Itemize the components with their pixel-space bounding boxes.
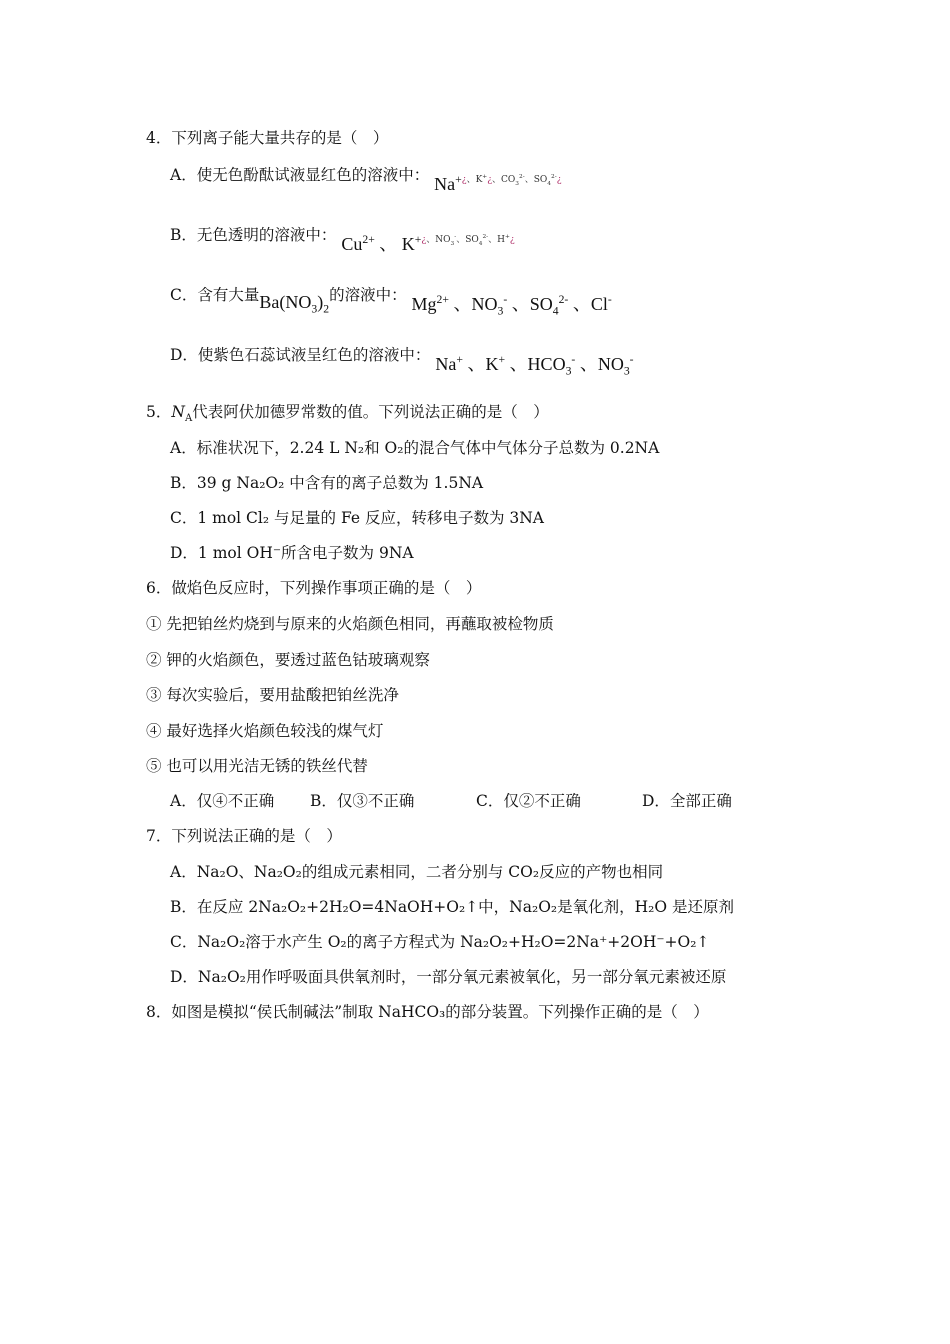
question-4-stem: 4．下列离子能大量共存的是（ ） (146, 129, 389, 147)
option-b-formula-rest: ¿、$NO_3^-$、$SO_4^{2-}$、H+¿ (421, 234, 515, 247)
option-d-label: D．使紫色石蕊试液呈红色的溶液中： (170, 346, 431, 364)
question-4-option-d (170, 344, 634, 378)
question-7-option-a: A．Na₂O、Na₂O₂的组成元素相同，二者分别与 CO₂反应的产物也相同 (170, 863, 664, 881)
question-5-option-a: A．标准状况下，2.24 L N₂和 O₂的混合气体中气体分子总数为 0.2NA (170, 439, 660, 457)
option-c-formula-ba: $Ba(NO_3)_2$ (259, 292, 330, 316)
question-6-option-d: D．全部正确 (642, 792, 732, 810)
option-c-ions: $Mg^{2+}$ 、$NO_3^-$ 、$SO_4^{2-}$ 、Cl- (411, 293, 612, 318)
question-8-stem: 8．如图是模拟“侯氏制碱法”制取 NaHCO₃的部分装置。下列操作正确的是（ ） (146, 1003, 709, 1021)
option-a-formula-rest: ¿、K+¿、$CO_3^{2-}$、$SO_4^{2-}¿$ (461, 174, 562, 187)
question-6-options (170, 791, 732, 811)
question-6-item-4: ④ 最好选择火焰颜色较浅的煤气灯 (146, 722, 384, 740)
question-6-option-b: B．仅③不正确 (310, 792, 415, 810)
question-6-stem: 6．做焰色反应时，下列操作事项正确的是（ ） (146, 579, 482, 597)
option-c-label2: 的溶液中： (329, 286, 407, 304)
option-a-label: A．使无色酚酞试液显红色的溶液中： (170, 166, 430, 184)
option-c-label: C．含有大量 (170, 286, 260, 304)
question-4-option-b (170, 224, 515, 254)
question-7-option-c: C．Na₂O₂溶于水产生 O₂的离子方程式为 Na₂O₂+H₂O=2Na⁺+2OH⁻+O₂↑ (170, 933, 710, 951)
question-7-option-b: B．在反应 2Na₂O₂+2H₂O=4NaOH+O₂↑中，Na₂O₂是氧化剂，H₂O 是还原剂 (170, 898, 734, 916)
option-b-label: B．无色透明的溶液中： (170, 226, 337, 244)
question-7-option-d: D．Na₂O₂用作呼吸面具供氧剂时，一部分氧元素被氧化，另一部分氧元素被还原 (170, 968, 727, 986)
question-6-item-5: ⑤ 也可以用光洁无锈的铁丝代替 (146, 757, 368, 775)
option-d-ions: Na+ 、K+ 、$HCO_3^-$ 、$NO_3^-$ (435, 353, 634, 378)
question-5-stem-text: 代表阿伏加德罗常数的值。下列说法正确的是（ ） (192, 403, 549, 421)
question-6-item-3: ③ 每次实验后，要用盐酸把铂丝洗净 (146, 686, 399, 704)
question-5-stem: 5．$N_A$代表阿伏加德罗常数的值。下列说法正确的是（ ） (146, 403, 549, 425)
question-5-option-c: C．1 mol Cl₂ 与足量的 Fe 反应，转移电子数为 3NA (170, 509, 544, 527)
option-b-formula-cu-k: $Cu^{2+}$ 、 K+ (341, 233, 422, 254)
question-7-stem: 7．下列说法正确的是（ ） (146, 827, 342, 845)
question-5-option-b: B．39 g Na₂O₂ 中含有的离子总数为 1.5NA (170, 474, 484, 492)
question-4-option-a (170, 164, 562, 194)
question-6-option-a: A．仅④不正确 (170, 792, 275, 810)
question-6-item-1: ① 先把铂丝灼烧到与原来的火焰颜色相同，再蘸取被检物质 (146, 615, 554, 633)
question-6-option-c: C．仅②不正确 (476, 792, 581, 810)
option-a-formula-na: Na+ (434, 173, 462, 194)
question-4-option-c (170, 284, 612, 318)
question-5-option-d: D．1 mol OH⁻所含电子数为 9NA (170, 544, 414, 562)
question-6-item-2: ② 钾的火焰颜色，要透过蓝色钴玻璃观察 (146, 651, 430, 669)
